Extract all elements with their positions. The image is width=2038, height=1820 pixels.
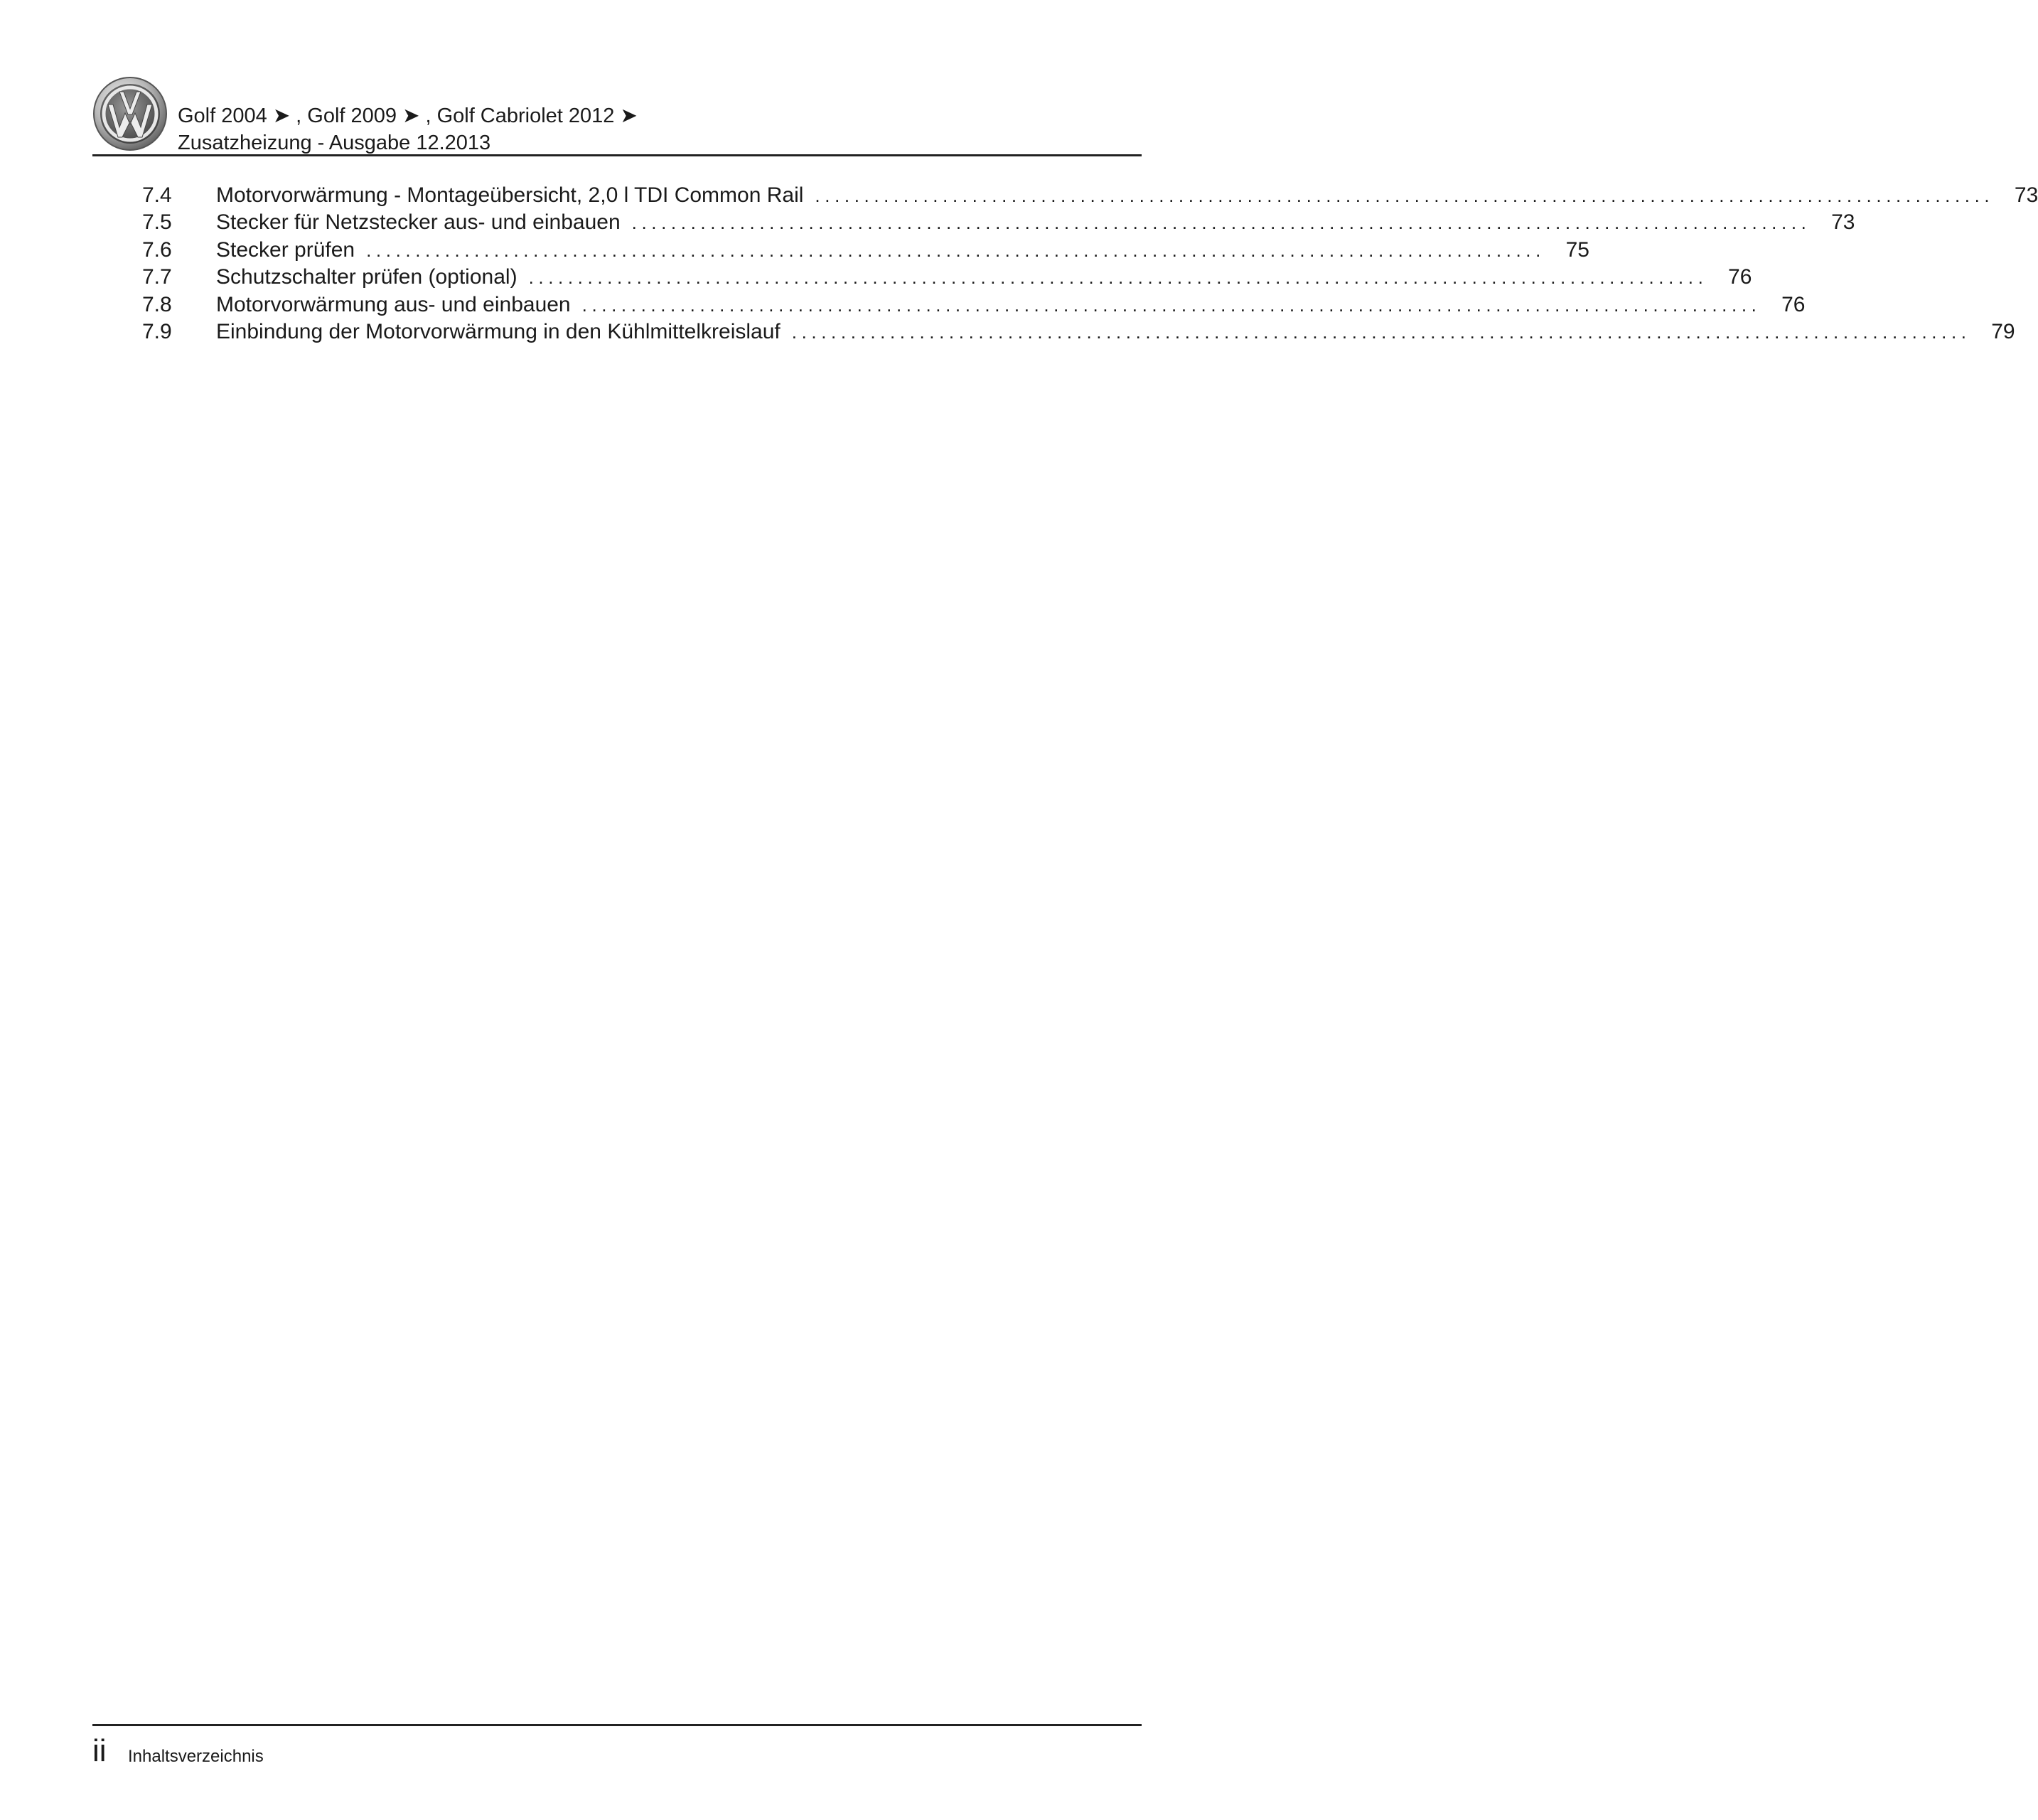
toc-dot-leader: ........................................................................................................................ — [528, 267, 1708, 289]
toc-dot-leader: ........................................................................................................................ — [631, 212, 1811, 234]
document-subtitle: Zusatzheizung - Ausgabe 12.2013 — [178, 132, 491, 154]
toc-entry-page: 76 — [1781, 292, 1806, 316]
toc-dot-leader: ........................................................................................................................ — [791, 321, 1971, 343]
toc-entry[interactable] — [142, 318, 2015, 346]
toc-entry-title: Motorvorwärmung - Montageübersicht, 2,0 l TDI Common Rail — [216, 183, 804, 207]
toc-entry-page: 75 — [1565, 237, 1589, 262]
toc-entry-number: 7.8 — [142, 292, 172, 316]
toc-entry-title: Stecker für Netzstecker aus- und einbauen — [216, 210, 621, 235]
footer-section-title: Inhaltsverzeichnis — [128, 1747, 264, 1766]
header-divider — [92, 154, 1142, 156]
toc-entry-number: 7.9 — [142, 319, 172, 343]
vw-logo-icon — [92, 76, 168, 151]
toc-dot-leader: ........................................................................................................................ — [815, 185, 1995, 206]
toc-dot-leader: ........................................................................................................................ — [366, 239, 1545, 261]
toc-dot-leader: ........................................................................................................................ — [581, 294, 1761, 316]
toc-entry-title: Stecker prüfen — [216, 237, 355, 262]
toc-entry-title: Motorvorwärmung aus- und einbauen — [216, 292, 571, 316]
toc-entry-title: Schutzschalter prüfen (optional) — [216, 265, 517, 289]
toc-entry-page: 73 — [1831, 210, 1855, 235]
toc-entry-page: 73 — [2014, 183, 2038, 207]
toc-entry[interactable] — [142, 237, 1589, 264]
toc-entry-number: 7.7 — [142, 265, 172, 289]
table-of-contents — [142, 182, 2038, 346]
toc-entry[interactable] — [142, 182, 2038, 209]
toc-entry[interactable] — [142, 291, 1806, 318]
toc-entry-page: 76 — [1728, 265, 1752, 289]
toc-entry-title: Einbindung der Motorvorwärmung in den Kühlmittelkreislauf — [216, 319, 781, 343]
toc-entry-number: 7.6 — [142, 237, 172, 262]
footer-divider — [92, 1724, 1142, 1726]
toc-entry-number: 7.5 — [142, 210, 172, 235]
page-number: ii — [92, 1733, 107, 1768]
toc-entry-number: 7.4 — [142, 183, 172, 207]
document-vehicle-models: Golf 2004 ➤ , Golf 2009 ➤ , Golf Cabriolet 2012 ➤ — [178, 105, 638, 127]
toc-entry[interactable] — [142, 264, 1752, 291]
toc-entry[interactable] — [142, 209, 1855, 236]
toc-entry-page: 79 — [1991, 319, 2015, 343]
